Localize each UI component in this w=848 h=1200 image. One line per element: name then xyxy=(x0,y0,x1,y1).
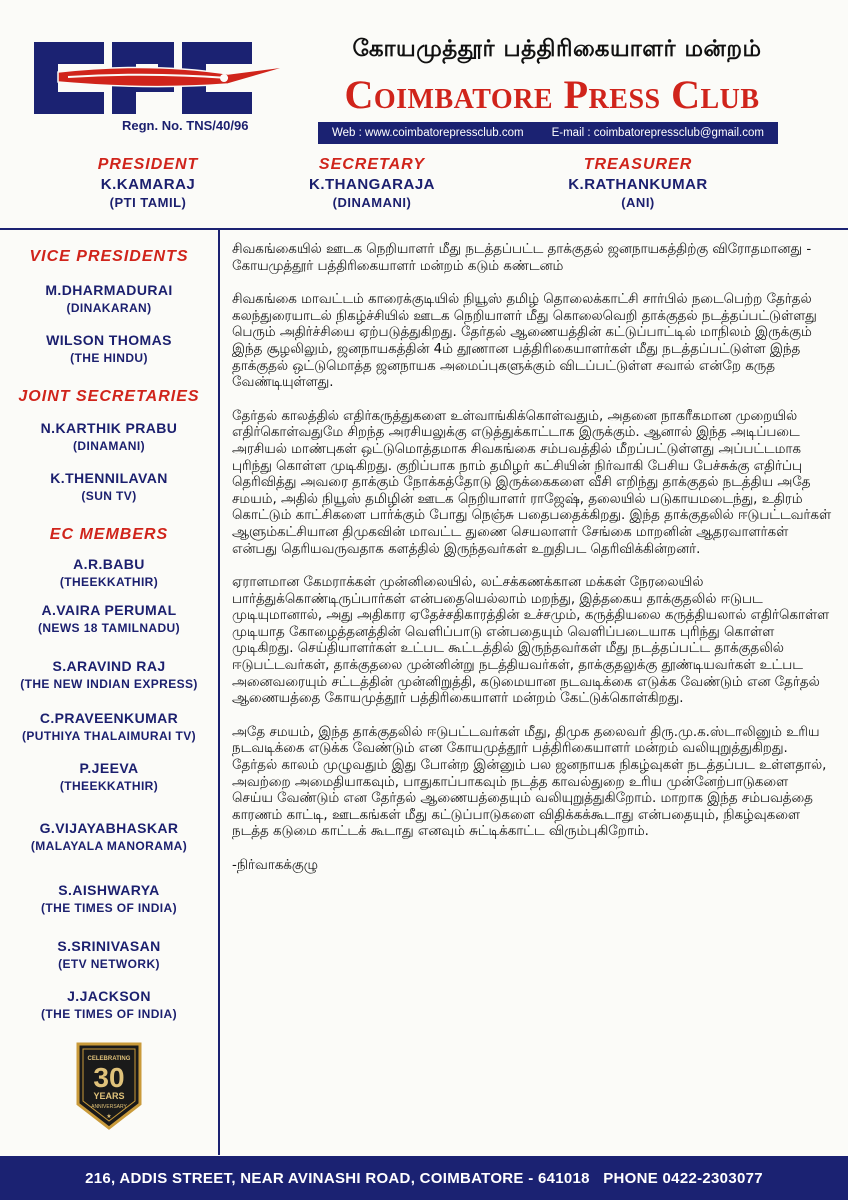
committee-member xyxy=(0,882,218,915)
anniversary-badge-icon xyxy=(74,1042,144,1130)
member-name: K.THENNILAVAN xyxy=(50,470,168,486)
footer-address-bar xyxy=(0,1156,848,1200)
member-name: S.SRINIVASAN xyxy=(57,938,161,954)
badge-years-text: YEARS xyxy=(93,1091,125,1101)
member-name: A.R.BABU xyxy=(73,556,145,572)
website-link[interactable]: Web : www.coimbatorepressclub.com xyxy=(332,127,524,139)
committee-member xyxy=(0,602,218,635)
statement-heading: சிவகங்கையில் ஊடக நெறியாளர் மீது நடத்தப்பட்ட தாக்குதல் ஜனநாயகத்திற்கு விரோதமானது - கோயமுத்தூர் பத்திரிகையாளர் மன்றம் கடும் கண்டனம் xyxy=(232,242,812,274)
member-name: S.ARAVIND RAJ xyxy=(52,658,166,674)
committee-member xyxy=(0,988,218,1021)
officer-president xyxy=(38,156,258,210)
email-link[interactable]: E-mail : coimbatorepressclub@gmail.com xyxy=(551,127,764,139)
member-org: (DINAKARAN) xyxy=(66,301,152,315)
member-org: (DINAMANI) xyxy=(73,439,145,453)
member-name: A.VAIRA PERUMAL xyxy=(41,602,177,618)
officer-name: K.RATHANKUMAR xyxy=(568,176,708,193)
member-name: WILSON THOMAS xyxy=(46,332,172,348)
member-org: (THE TIMES OF INDIA) xyxy=(41,1007,177,1021)
member-org: (PUTHIYA THALAIMURAI TV) xyxy=(21,729,197,743)
contact-bar xyxy=(318,122,778,144)
officer-name: K.THANGARAJA xyxy=(309,176,435,193)
officer-org: (PTI TAMIL) xyxy=(109,195,187,210)
member-name: N.KARTHIK PRABU xyxy=(40,420,178,436)
member-name: J.JACKSON xyxy=(67,988,151,1004)
badge-number: 30 xyxy=(93,1062,125,1093)
member-name: C.PRAVEENKUMAR xyxy=(39,710,179,726)
committee-member xyxy=(0,470,218,503)
committee-member xyxy=(0,710,218,743)
committee-member xyxy=(0,938,218,971)
committee-member xyxy=(0,658,218,691)
committee-member xyxy=(0,556,218,589)
member-org: (MALAYALA MANORAMA) xyxy=(30,839,188,853)
committee-member xyxy=(0,820,218,853)
officer-org: (ANI) xyxy=(621,195,655,210)
member-name: M.DHARMADURAI xyxy=(45,282,173,298)
officer-role: PRESIDENT xyxy=(97,156,199,173)
statement-signature: -நிர்வாகக்குழு xyxy=(232,858,318,873)
statement-paragraph: ஏராளமான கேமராக்கள் முன்னிலையில், லட்சக்கணக்கான மக்கள் நேரலையில் பார்த்துக்கொண்டிருப்பார்கள் என்பதையெல்லாம் மறந்து, இத்தகைய தாக்குதலில் ஈடுபட முடியுமானால், அது அதிகார ஏதேச்சதிகாரத்தின் உச்சமும், கருத்தியலை கருத்தியலால் எதிர்கொள்ள முடியாத கோழைத்தனத்தின் வெளிப்பாடு என்பதையும் வெளிப்படையாக புரிந்து கொள்ள முடிகிறது. செய்தியாளர்கள் உட்பட கூட்டத்தில் இருந்தவர்கள் மீது நடத்தப்பட்ட தாக்குதலில் ஈடுபட்டவர்கள், தாக்குதலை முன்னின்று நடத்தியவர்கள், தாக்குதலுக்கு தூண்டியவர்கள் உட்பட அனைவரையும் சட்டத்தின் முன்னிறுத்தி, கடுமையான நடவடிக்கை எடுக்க வேண்டும் என தேர்தல் ஆணையத்தை கோயமுத்தூர் பத்திரிகையாளர் மன்றம் கேட்டுக்கொள்கிறது. xyxy=(232,575,830,707)
member-org: (THEEKKATHIR) xyxy=(59,575,159,589)
officer-role: TREASURER xyxy=(583,156,693,173)
member-org: (THE TIMES OF INDIA) xyxy=(41,901,177,915)
member-org: (SUN TV) xyxy=(81,489,137,503)
club-title-english: Coimbatore Press Club xyxy=(344,72,760,117)
officer-role: SECRETARY xyxy=(318,156,426,173)
header-divider xyxy=(0,228,848,230)
officer-name: K.KAMARAJ xyxy=(100,176,196,193)
officer-org: (DINAMANI) xyxy=(332,195,412,210)
member-name: S.AISHWARYA xyxy=(58,882,160,898)
registration-number: Regn. No. TNS/40/96 xyxy=(122,118,249,133)
statement-paragraph: தேர்தல் காலத்தில் எதிர்கருத்துகளை உள்வாங்கிக்கொள்வதும், அதனை நாகரீகமான முறையில் எதிர்கொள்வதுமே சிறந்த அரசியலுக்கு எடுத்துக்காட்டாக இருக்கும். ஆனால் இந்த அடிப்படை அரசியல் மாண்புகள் ஒட்டுமொத்தமாக சிவகங்கை சம்பவத்தில் மீறப்பட்டுள்ளது அப்பட்டமாக புரிந்து கொள்ள முடிகிறது. குறிப்பாக நாம் தமிழர் கட்சியின் நிர்வாகி பேசிய பேச்சுக்கு எதிர்ப்பு தெரிவித்து அவரை தாக்கும் நோக்கத்தோடு இருக்கைகளை வீசி எறிந்து தாக்குதல் நடத்திய அதே சமயம், அதில் நியூஸ் தமிழின் ஊடக நெறியாளர் ராஜேஷ், தலையில் படுகாயமடைந்து, உதிரம் கொட்டும் காட்சிகளை பார்க்கும் போது நெஞ்சு பதைபதைக்கிறது. இந்த தாக்குதலில் ஈடுபட்டவர்கள் ஆளும்கட்சியான திமுகவின் மாவட்ட துணை செயலாளர் சேங்கை மாறனின் ஆதரவாளர்கள் என்பது தெரியவருவதாக களத்தில் இருந்தவர்கள் உறுதிபட தெரிவிக்கின்றனர். xyxy=(232,408,832,557)
committee-member xyxy=(0,282,218,315)
member-org: (ETV NETWORK) xyxy=(58,957,160,971)
committee-member xyxy=(0,420,218,453)
member-name: G.VIJAYABHASKAR xyxy=(39,820,179,836)
badge-star-icon: ★ xyxy=(106,1113,112,1120)
badge-bottom-text: ANNIVERSARY xyxy=(91,1104,127,1110)
committee-member xyxy=(0,760,218,793)
committee-member xyxy=(0,332,218,365)
statement-paragraph: அதே சமயம், இந்த தாக்குதலில் ஈடுபட்டவர்கள் மீது, திமுக தலைவர் திரு.மு.க.ஸ்டாலினும் உரிய நடவடிக்கை எடுக்க வேண்டும் என கோயமுத்தூர் பத்திரிகையாளர் மன்றம் வலியுறுத்துகிறது. தேர்தல் காலம் முழுவதும் இது போன்ற இன்னும் பல ஜனநாயக நிகழ்வுகள் நடத்தப்பட உள்ளதால், அவற்றை அமைதியாகவும், பாதுகாப்பாகவும் நடத்த காவல்துறை உரிய முன்னேற்பாடுகளை செய்ய வேண்டும் என தேர்தல் ஆணையத்தையும் வலியுறுத்துகிறோம். மாறாக இந்த சம்பவத்தை காரணம் காட்டி, ஊடகங்கள் மீது கட்டுப்பாடுகளை விதிக்கக்கூடாது என்பதையும், நிகழ்வுகளை நடத்த கடுமை காட்டக் கூடாது எனவும் சுட்டிக்காட்ட விரும்புகிறோம். xyxy=(232,724,827,840)
joint-secretaries-heading: JOINT SECRETARIES xyxy=(18,388,200,405)
officer-treasurer xyxy=(528,156,748,210)
ec-members-heading: EC MEMBERS xyxy=(49,526,169,543)
club-title-tamil: கோயமுத்தூர் பத்திரிகையாளர் மன்றம் xyxy=(352,36,762,62)
statement-paragraph: சிவகங்கை மாவட்டம் காரைக்குடியில் நியூஸ் தமிழ் தொலைக்காட்சி சார்பில் நடைபெற்ற தேர்தல் கலந்துரையாடல் நிகழ்ச்சியில் ஊடக நெறியாளர் மீது கொலைவெறி தாக்குதல் நடத்தப்பட்டுள்ளது பெரும் அதிர்ச்சியை ஏற்படுத்துகிறது. தேர்தல் ஆணையத்தின் கட்டுப்பாட்டில் மாநிலம் இருக்கும் இந்த சூழலிலும், ஜனநாயகத்தின் 4ம் தூணான பத்திரிகையாளர்கள் மீது நடத்தப்பட்டுள்ள இந்த தாக்குதல் ஒட்டுமொத்த ஜனநாயக அமைப்புகளுக்கும் விடப்பட்டுள்ள சவால் என்றே கருத வேண்டியுள்ளது. xyxy=(232,292,817,391)
press-statement xyxy=(232,242,832,875)
member-org: (NEWS 18 TAMILNADU) xyxy=(37,621,181,635)
sidebar-divider xyxy=(218,229,220,1155)
vice-presidents-heading: VICE PRESIDENTS xyxy=(29,248,189,265)
member-org: (THE NEW INDIAN EXPRESS) xyxy=(20,677,198,691)
member-name: P.JEEVA xyxy=(79,760,139,776)
member-org: (THEEKKATHIR) xyxy=(59,779,159,793)
officer-secretary xyxy=(262,156,482,210)
footer-address: 216, ADDIS STREET, NEAR AVINASHI ROAD, COIMBATORE - 641018 PHONE 0422-2303077 xyxy=(85,1169,763,1187)
badge-top-text: CELEBRATING xyxy=(87,1056,131,1062)
member-org: (THE HINDU) xyxy=(70,351,148,365)
